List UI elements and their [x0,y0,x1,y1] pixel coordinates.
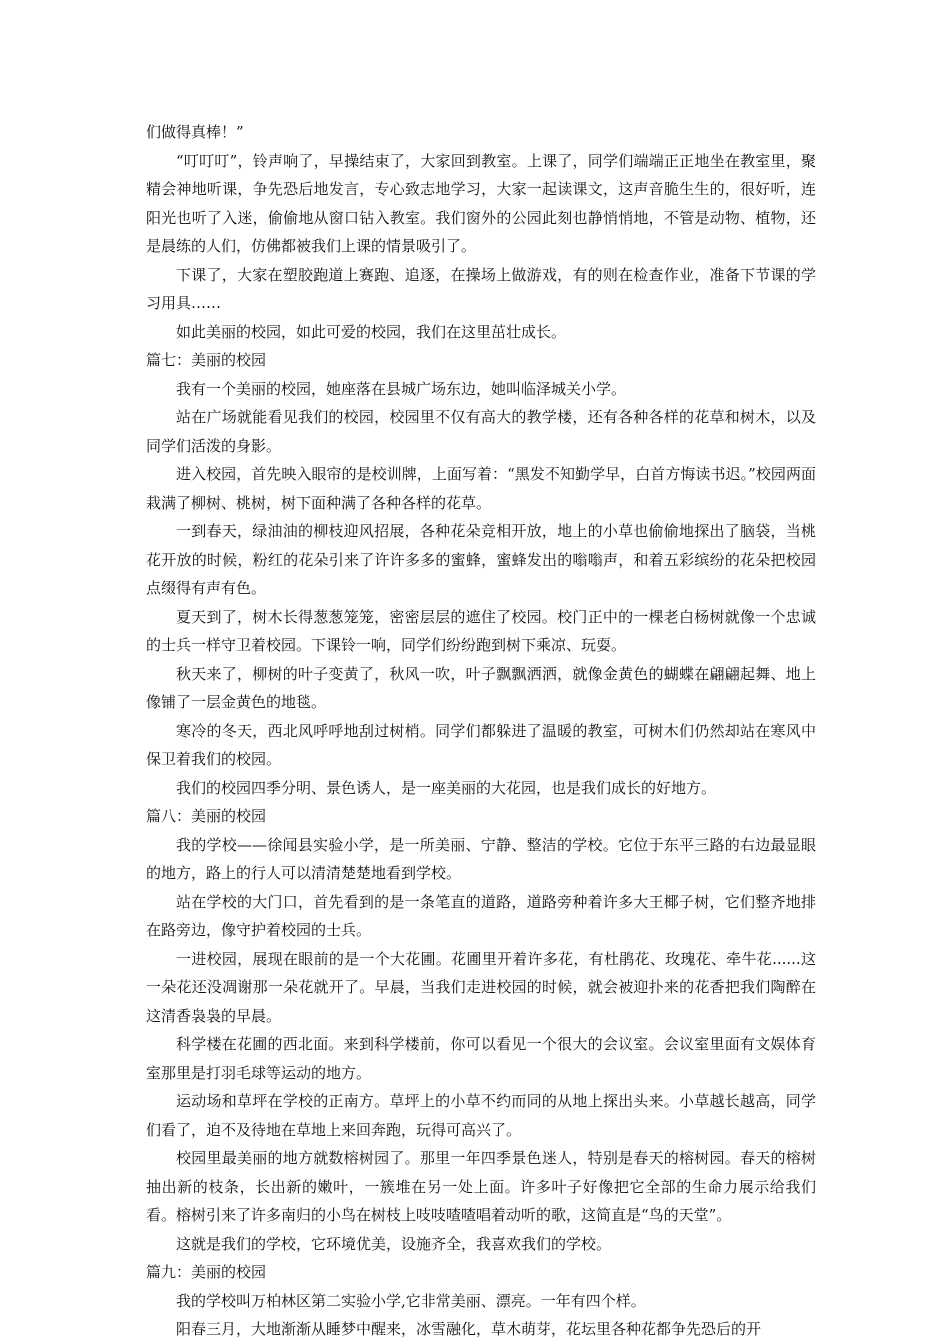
paragraph: 夏天到了，树木长得葱葱笼笼，密密层层的遮住了校园。校门正中的一棵老白杨树就像一个忠诚的士兵一样守卫着校园。下课铃一响，同学们纷纷跑到树下乘凉、玩耍。 [146,607,816,654]
paragraph: 这就是我们的学校，它环境优美，设施齐全，我喜欢我们的学校。 [176,1234,612,1253]
paragraph: 一进校园，展现在眼前的是一个大花圃。花圃里开着许多花，有杜鹃花、玫瑰花、牵牛花......这一朵花还没凋谢那一朵花就开了。早晨，当我们走进校园的时候，就会被迎扑来的花香把我们陶醉在这清香袅袅的早晨。 [146,949,816,1025]
paragraph: 阳春三月，大地渐渐从睡梦中醒来，冰雪融化，草木萌芽，花坛里各种花都争先恐后的开 [176,1320,762,1338]
paragraph: 们做得真棒！” [146,123,244,141]
paragraph: 我们的校园四季分明、景色诱人，是一座美丽的大花园，也是我们成长的好地方。 [176,778,717,797]
paragraph: 校园里最美丽的地方就数榕树园了。那里一年四季景色迷人，特别是春天的榕树园。春天的榕树抽出新的枝条，长出新的嫩叶，一簇堆在另一处上面。许多叶子好像把它全部的生命力展示给我们看。榕树引来了许多南归的小鸟在树枝上吱吱喳喳唱着动听的歌，这简直是“鸟的天堂”。 [146,1149,816,1224]
paragraph: 寒冷的冬天，西北风呼呼地刮过树梢。同学们都躲进了温暖的教室，可树木们仍然却站在寒风中保卫着我们的校园。 [146,721,816,768]
paragraph: 站在学校的大门口，首先看到的是一条笔直的道路，道路旁种着许多大王椰子树，它们整齐地排在路旁边，像守护着校园的士兵。 [146,892,816,939]
paragraph: 一到春天，绿油油的柳枝迎风招展，各种花朵竞相开放，地上的小草也偷偷地探出了脑袋，当桃花开放的时候，粉红的花朵引来了许许多多的蜜蜂，蜜蜂发出的嗡嗡声，和着五彩缤纷的花朵把校园点缀得有声有色。 [146,522,816,597]
section-heading: 篇八：美丽的校园 [146,807,267,825]
paragraph: 科学楼在花圃的西北面。来到科学楼前，你可以看见一个很大的会议室。会议室里面有文娱体育室那里是打羽毛球等运动的地方。 [146,1035,816,1082]
document-page [146,118,816,1344]
paragraph: 运动场和草坪在学校的正南方。草坪上的小草不约而同的从地上探出头来。小草越长越高，同学们看了，迫不及待地在草地上来回奔跑，玩得可高兴了。 [146,1092,816,1139]
paragraph: “叮叮叮”，铃声响了，早操结束了，大家回到教室。上课了，同学们端端正正地坐在教室里，聚精会神地听课，争先恐后地发言，专心致志地学习，大家一起读课文，这声音脆生生的，很好听，连阳光也听了入迷，偷偷地从窗口钻入教室。我们窗外的公园此刻也静悄悄地，不管是动物、植物，还是晨练的人们，仿佛都被我们上课的情景吸引了。 [146,151,816,255]
paragraph: 我有一个美丽的校园，她座落在县城广场东边，她叫临泽城关小学。 [176,379,627,398]
paragraph: 如此美丽的校园，如此可爱的校园，我们在这里茁壮成长。 [176,322,567,341]
section-heading: 篇九：美丽的校园 [146,1263,267,1281]
paragraph: 我的学校叫万柏林区第二实验小学,它非常美丽、漂亮。一年有四个样。 [176,1291,646,1310]
paragraph: 秋天来了，柳树的叶子变黄了，秋风一吹，叶子飘飘洒洒，就像金黄色的蝴蝶在翩翩起舞、地上像铺了一层金黄色的地毯。 [146,664,816,711]
paragraph: 下课了，大家在塑胶跑道上赛跑、追逐，在操场上做游戏，有的则在检查作业，准备下节课的学习用具…… [146,265,816,312]
paragraph: 进入校园，首先映入眼帘的是校训牌，上面写着：“黑发不知勤学早，白首方悔读书迟。”校园两面栽满了柳树、桃树，树下面种满了各种各样的花草。 [146,465,816,512]
paragraph: 站在广场就能看见我们的校园，校园里不仅有高大的教学楼，还有各种各样的花草和树木，以及同学们活泼的身影。 [146,408,816,455]
paragraph: 我的学校——徐闻县实验小学，是一所美丽、宁静、整洁的学校。它位于东平三路的右边最显眼的地方，路上的行人可以清清楚楚地看到学校。 [146,835,816,882]
section-heading: 篇七：美丽的校园 [146,351,267,369]
